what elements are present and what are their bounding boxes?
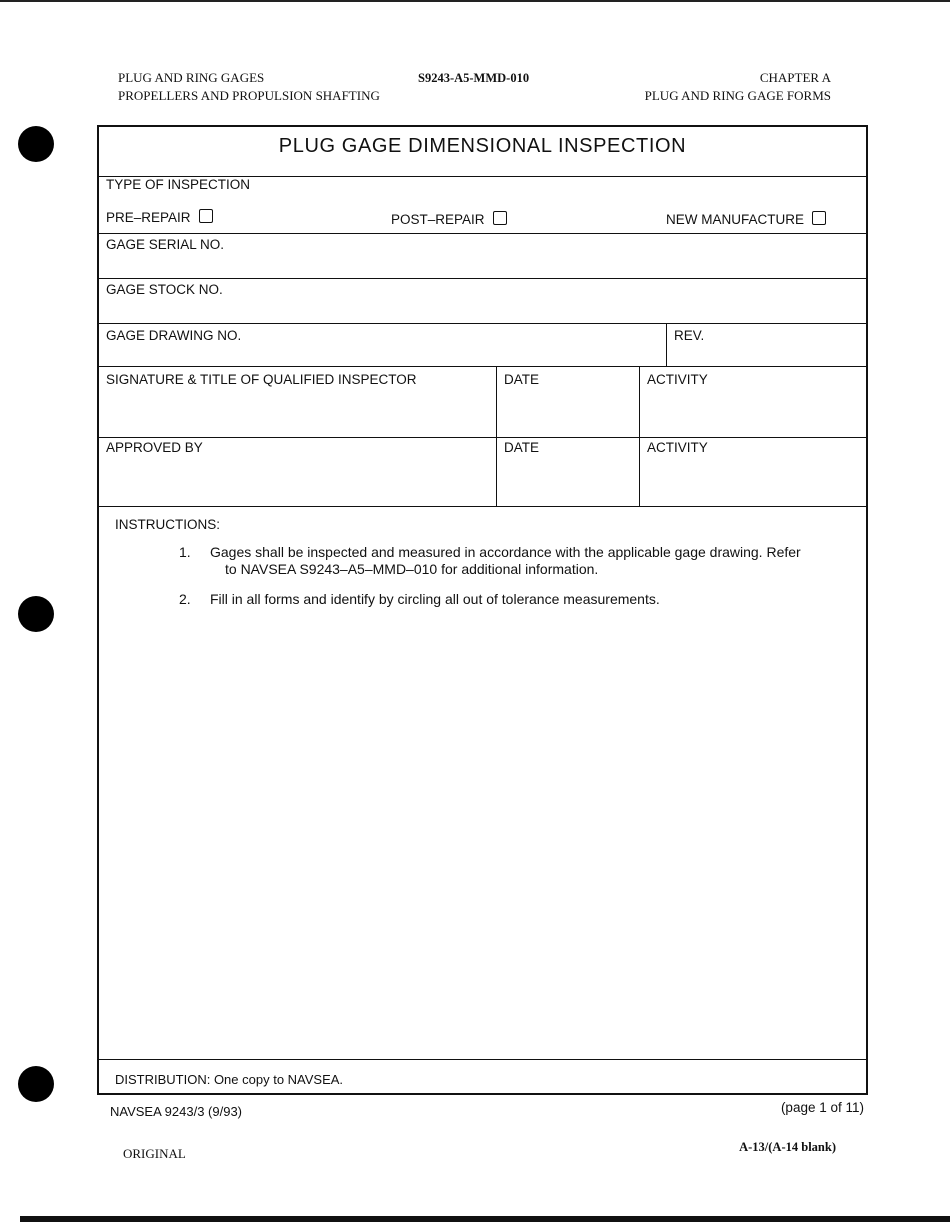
instruction-line: Fill in all forms and identify by circling all out of tolerance measurements. (210, 591, 660, 607)
divider (99, 278, 866, 279)
header-center: S9243-A5-MMD-010 (418, 71, 530, 85)
instruction-line: Gages shall be inspected and measured in accordance with the applicable gage drawing. Refer (210, 544, 801, 560)
approved-by-label: APPROVED BY (106, 440, 203, 455)
instruction-text (210, 591, 660, 608)
date-label-1: DATE (504, 372, 540, 387)
divider (99, 506, 866, 507)
pre-repair-checkbox[interactable] (199, 209, 213, 223)
post-repair-checkbox[interactable] (493, 211, 507, 225)
header-left (118, 69, 380, 105)
punch-hole-middle (18, 596, 54, 632)
form-number: NAVSEA 9243/3 (9/93) (110, 1104, 243, 1119)
page-of: (page 1 of 11) (780, 1100, 864, 1115)
type-of-inspection-label: TYPE OF INSPECTION (106, 177, 251, 192)
top-rule (0, 0, 950, 2)
distribution-text: DISTRIBUTION: One copy to NAVSEA. (115, 1072, 344, 1087)
divider (496, 366, 497, 506)
post-repair-label: POST–REPAIR (391, 212, 485, 227)
header-left-line2: PROPELLERS AND PROPULSION SHAFTING (118, 88, 380, 103)
form-title: PLUG GAGE DIMENSIONAL INSPECTION (278, 135, 687, 157)
instruction-text (210, 544, 801, 561)
post-repair-option (391, 211, 507, 227)
header-right-line1: CHAPTER A (759, 70, 831, 85)
gage-stock-label: GAGE STOCK NO. (106, 282, 223, 297)
new-manufacture-label: NEW MANUFACTURE (666, 212, 804, 227)
date-label-2: DATE (504, 440, 540, 455)
instruction-item (179, 544, 191, 561)
activity-label-1: ACTIVITY (647, 372, 708, 387)
inspection-form (97, 125, 868, 1095)
signature-label: SIGNATURE & TITLE OF QUALIFIED INSPECTOR (106, 372, 417, 387)
pre-repair-label: PRE–REPAIR (106, 210, 191, 225)
divider (666, 323, 667, 366)
divider (99, 233, 866, 234)
instruction-number: 1. (179, 544, 191, 560)
new-manufacture-checkbox[interactable] (812, 211, 826, 225)
instructions-label: INSTRUCTIONS: (115, 517, 221, 532)
instruction-number: 2. (179, 591, 191, 607)
instruction-item (179, 591, 191, 608)
divider (99, 323, 866, 324)
rev-label: REV. (674, 328, 705, 343)
original-label: ORIGINAL (123, 1146, 186, 1161)
header-left-line1: PLUG AND RING GAGES (118, 70, 265, 85)
punch-hole-top (18, 126, 54, 162)
divider (99, 1059, 866, 1060)
page-number: A-13/(A-14 blank) (739, 1140, 836, 1154)
header-right-line2: PLUG AND RING GAGE FORMS (644, 88, 831, 103)
pre-repair-option (106, 209, 213, 225)
punch-hole-bottom (18, 1066, 54, 1102)
divider (99, 366, 866, 367)
activity-label-2: ACTIVITY (647, 440, 708, 455)
instruction-line: to NAVSEA S9243–A5–MMD–010 for additional information. (225, 561, 599, 577)
divider (639, 366, 640, 506)
gage-serial-label: GAGE SERIAL NO. (106, 237, 225, 252)
header-right (645, 69, 831, 105)
gage-drawing-label: GAGE DRAWING NO. (106, 328, 242, 343)
new-manufacture-option (666, 211, 826, 227)
divider (99, 437, 866, 438)
bottom-rule (20, 1216, 950, 1222)
instruction-text-cont (225, 561, 598, 578)
